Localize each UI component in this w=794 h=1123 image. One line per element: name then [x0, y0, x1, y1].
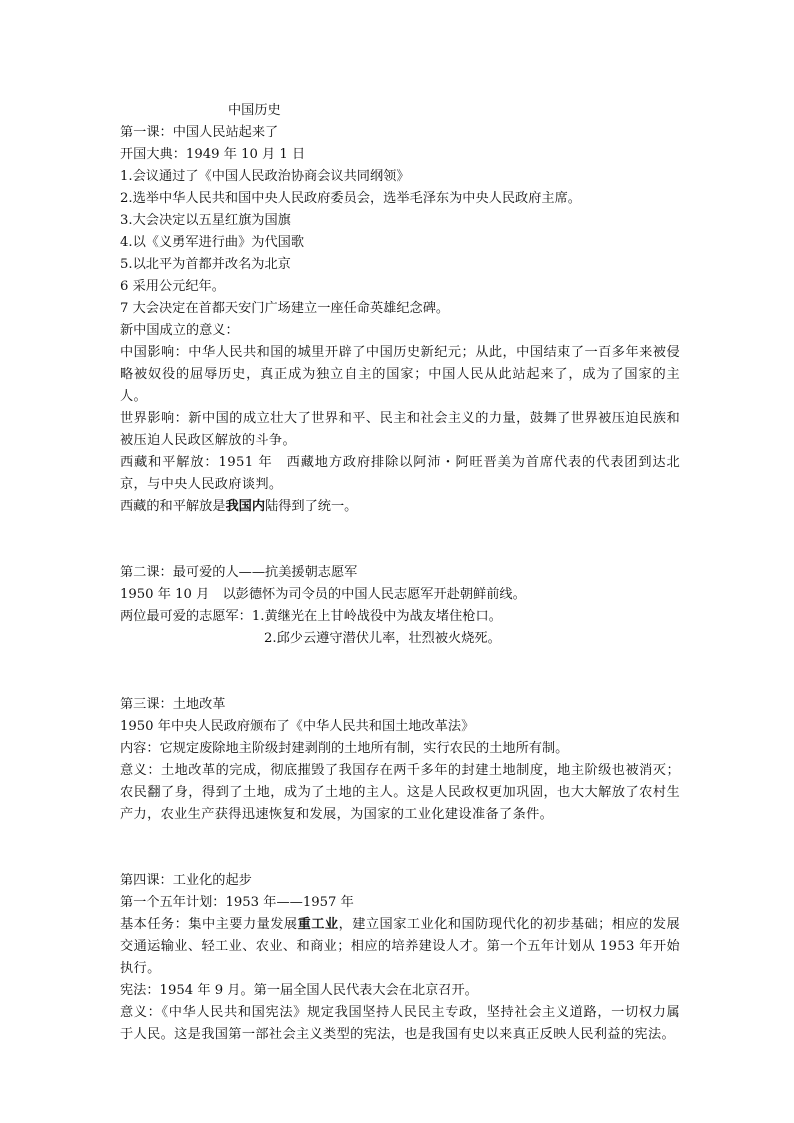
ceremony-item-4: 4.以《义勇军进行曲》为代国歌	[120, 235, 305, 250]
lesson-4-heading: 第四课：工业化的起步	[120, 873, 252, 888]
tibet-unification-text-c: 陆得到了统一。	[265, 499, 358, 514]
land-reform-content: 内容：它规定废除地主阶级封建剥削的土地所有制，实行农民的土地所有制。	[120, 741, 569, 756]
tibet-liberation-paragraph: 西藏和平解放：1951 年 西藏地方政府排除以阿沛・阿旺晋美为首席代表的代表团到达北京，与中央人民政府谈判。	[120, 455, 680, 492]
tibet-unification-line	[120, 496, 680, 518]
five-year-plan-line: 第一个五年计划：1953 年——1957 年	[120, 895, 354, 910]
basic-task-paragraph	[120, 914, 680, 980]
basic-task-text-c: ，建立国家工业化和国防现代化的初步基础；相应的发展交通运输业、轻工业、农业、和商业；相应的培养建设人才。第一个五年计划从 1953 年开始执行。	[120, 917, 680, 976]
tibet-unification-bold: 我国内	[225, 499, 266, 514]
basic-task-text-a: 基本任务：集中主要力量发展	[120, 917, 298, 932]
significance-heading: 新中国成立的意义：	[120, 323, 239, 338]
hero-line-2: 2.邱少云遵守潜伏儿率，壮烈被火烧死。	[264, 631, 501, 646]
ceremony-item-1: 1.会议通过了《中国人民政治协商会议共同纲领》	[120, 169, 410, 184]
lesson-3-heading: 第三课：土地改革	[120, 697, 226, 712]
china-impact-paragraph: 中国影响：中华人民共和国的城里开辟了中国历史新纪元；从此，中国结束了一百多年来被侵略被奴役的屈辱历史，真正成为独立自主的国家；中国人民从此站起来了，成为了国家的主人。	[120, 345, 680, 404]
land-reform-meaning: 意义：土地改革的完成，彻底摧毁了我国存在两千多年的封建土地制度，地主阶级也被消灭；农民翻了身，得到了土地，成为了土地的主人。这是人民政权更加巩固，也大大解放了农村生产力，农业生产获得迅速恢复和发展，为国家的工业化建设准备了条件。	[120, 763, 680, 822]
document-page	[120, 100, 680, 1046]
land-reform-law-line: 1950 年中央人民政府颁布了《中华人民共和国土地改革法》	[120, 719, 475, 734]
lesson-3-section	[120, 694, 680, 826]
world-impact-paragraph: 世界影响：新中国的成立壮大了世界和平、民主和社会主义的力量，鼓舞了世界被压迫民族和被压迫人民政区解放的斗争。	[120, 411, 680, 448]
lesson-2-section	[120, 562, 680, 650]
tibet-unification-text-a: 西藏的和平解放是	[120, 499, 226, 514]
section-spacer	[120, 650, 680, 694]
lesson-1-heading: 第一课：中国人民站起来了	[120, 125, 279, 140]
ceremony-item-2: 2.选举中华人民共和国中央人民政府委员会，选举毛泽东为中央人民政府主席。	[120, 191, 581, 206]
founding-ceremony-date: 开国大典：1949 年 10 月 1 日	[120, 147, 306, 162]
constitution-line: 宪法：1954 年 9 月。第一届全国人民代表大会在北京召开。	[120, 983, 478, 998]
ceremony-item-5: 5.以北平为首都并改名为北京	[120, 257, 291, 272]
ceremony-item-3: 3.大会决定以五星红旗为国旗	[120, 213, 291, 228]
ceremony-item-6: 6 采用公元纪年。	[120, 279, 225, 294]
section-spacer	[120, 518, 680, 562]
lesson-4-section	[120, 870, 680, 1046]
basic-task-bold: 重工业	[297, 917, 339, 932]
document-title: 中国历史	[228, 103, 281, 118]
constitution-meaning: 意义：《中华人民共和国宪法》规定我国坚持人民民主专政，坚持社会主义道路，一切权力属于人民。这是我国第一部社会主义类型的宪法，也是我国有史以来真正反映人民利益的宪法。	[120, 1005, 680, 1042]
volunteer-army-line: 1950 年 10 月 以彭德怀为司令员的中国人民志愿军开赴朝鲜前线。	[120, 587, 526, 602]
section-spacer	[120, 826, 680, 870]
lesson-1-section	[120, 122, 680, 518]
lesson-2-heading: 第二课：最可爱的人——抗美援朝志愿军	[120, 565, 358, 580]
hero-line-1: 两位最可爱的志愿军：1.黄继光在上甘岭战役中为战友堵住枪口。	[120, 609, 502, 624]
ceremony-item-7: 7 大会决定在首都天安门广场建立一座任命英雄纪念碑。	[120, 301, 450, 316]
